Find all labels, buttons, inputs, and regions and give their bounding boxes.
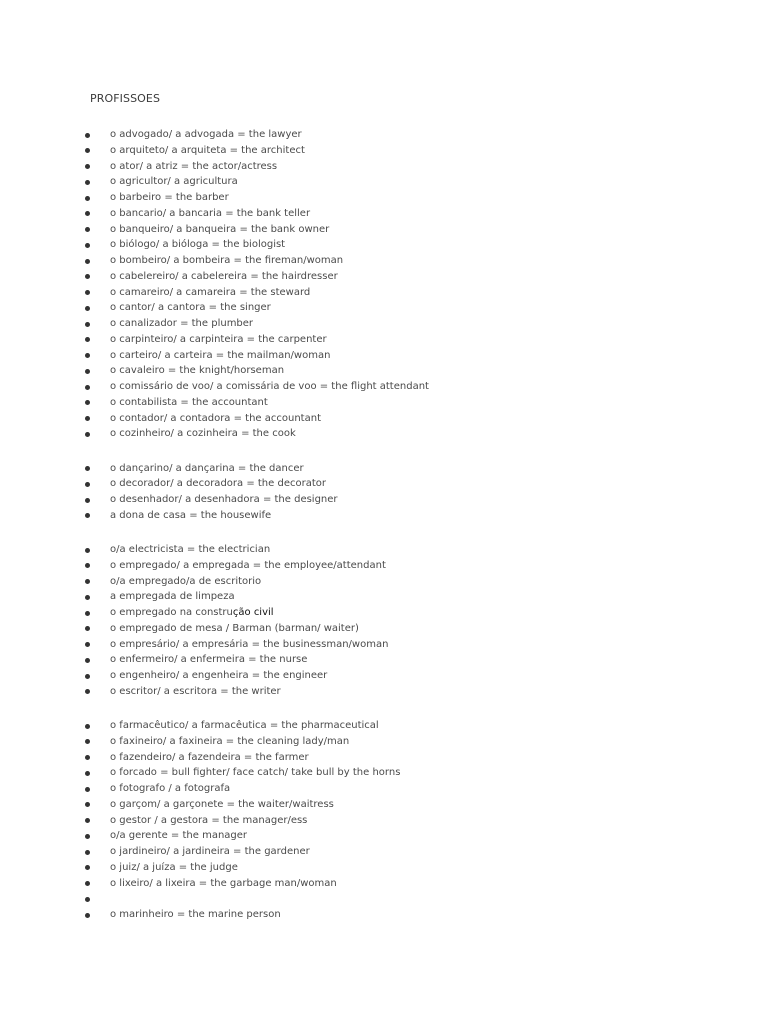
bullet-icon bbox=[85, 133, 90, 138]
list-item bbox=[0, 269, 768, 285]
list-item bbox=[0, 574, 768, 590]
list-item bbox=[0, 348, 768, 364]
bullet-icon bbox=[85, 466, 90, 471]
list-item-text: o ator/ a atriz = the actor/actress bbox=[110, 160, 278, 172]
bullet-icon bbox=[85, 227, 90, 232]
bullet-icon bbox=[85, 337, 90, 342]
profession-group-list bbox=[0, 718, 768, 923]
list-item bbox=[0, 190, 768, 206]
bullet-icon bbox=[85, 579, 90, 584]
list-item bbox=[0, 476, 768, 492]
list-item bbox=[0, 492, 768, 508]
list-item-text: o advogado/ a advogada = the lawyer bbox=[110, 129, 302, 140]
emphasized-text: ção civil bbox=[232, 607, 274, 618]
bullet-icon bbox=[85, 913, 90, 918]
list-item bbox=[0, 813, 768, 829]
list-item bbox=[0, 332, 768, 348]
profession-group-list bbox=[0, 127, 768, 442]
list-item bbox=[0, 621, 768, 637]
bullet-icon bbox=[85, 658, 90, 663]
bullet-icon bbox=[85, 626, 90, 631]
list-item bbox=[0, 174, 768, 190]
list-item bbox=[0, 684, 768, 700]
list-item-text: o bancario/ a bancaria = the bank teller bbox=[110, 207, 311, 219]
list-item bbox=[0, 300, 768, 316]
bullet-icon bbox=[85, 642, 90, 647]
list-item bbox=[0, 253, 768, 269]
profession-group bbox=[0, 127, 768, 442]
list-item-text: o empregado/ a empregada = the employee/attendant bbox=[110, 559, 386, 571]
bullet-icon bbox=[85, 243, 90, 248]
bullet-icon bbox=[85, 416, 90, 421]
list-item bbox=[0, 589, 768, 605]
list-item-text: o arquiteto/ a arquiteta = the architect bbox=[110, 144, 305, 156]
list-item-text: o agricultor/ a agricultura bbox=[110, 176, 238, 188]
list-item-text: o enfermeiro/ a enfermeira = the nurse bbox=[110, 654, 308, 666]
list-item-text: o empregado de mesa / Barman (barman/ waiter) bbox=[110, 622, 359, 634]
list-item bbox=[0, 860, 768, 876]
bullet-icon bbox=[85, 180, 90, 185]
bullet-icon bbox=[85, 724, 90, 729]
list-item bbox=[0, 718, 768, 734]
list-item-text: o fazendeiro/ a fazendeira = the farmer bbox=[110, 751, 309, 763]
list-item bbox=[0, 765, 768, 781]
list-item bbox=[0, 668, 768, 684]
bullet-icon bbox=[85, 353, 90, 358]
bullet-icon bbox=[85, 850, 90, 855]
list-item bbox=[0, 558, 768, 574]
list-item bbox=[0, 285, 768, 301]
profession-group bbox=[0, 718, 768, 923]
list-item bbox=[0, 907, 768, 923]
list-item-text: o bombeiro/ a bombeira = the fireman/woman bbox=[110, 255, 344, 266]
list-item-text: o marinheiro = the marine person bbox=[110, 909, 281, 920]
list-item-text: o barbeiro = the barber bbox=[110, 192, 229, 203]
list-item-text: o comissário de voo/ a comissária de voo = the flight attendant bbox=[110, 381, 429, 392]
list-item bbox=[0, 891, 768, 907]
bullet-icon bbox=[85, 274, 90, 279]
list-item bbox=[0, 605, 768, 621]
list-item-text: o empresário/ a empresária = the businessman/woman bbox=[110, 638, 389, 650]
list-item-text: o farmacêutico/ a farmacêutica = the pharmaceutical bbox=[110, 720, 379, 731]
list-item-text: o/a electricista = the electrician bbox=[110, 544, 271, 555]
bullet-icon bbox=[85, 196, 90, 201]
list-item bbox=[0, 508, 768, 524]
list-item bbox=[0, 127, 768, 143]
list-item bbox=[0, 542, 768, 558]
list-item-text: a dona de casa = the housewife bbox=[110, 509, 272, 521]
bullet-icon bbox=[85, 400, 90, 405]
list-item-text: o carteiro/ a carteira = the mailman/woman bbox=[110, 349, 331, 361]
bullet-icon bbox=[85, 385, 90, 390]
list-item-text: o forcado = bull fighter/ face catch/ take bull by the horns bbox=[110, 767, 401, 779]
list-item bbox=[0, 461, 768, 477]
profession-group bbox=[0, 461, 768, 524]
list-item-text: o escritor/ a escritora = the writer bbox=[110, 685, 281, 697]
list-item bbox=[0, 844, 768, 860]
bullet-icon bbox=[85, 432, 90, 437]
list-item bbox=[0, 876, 768, 892]
bullet-icon bbox=[85, 739, 90, 744]
list-item-text: o camareiro/ a camareira = the steward bbox=[110, 286, 311, 298]
list-item-text: o faxineiro/ a faxineira = the cleaning lady/man bbox=[110, 735, 350, 747]
bullet-icon bbox=[85, 818, 90, 823]
profession-group-list bbox=[0, 542, 768, 700]
list-item bbox=[0, 797, 768, 813]
list-item bbox=[0, 222, 768, 238]
list-item bbox=[0, 363, 768, 379]
list-item-text: o jardineiro/ a jardineira = the gardener bbox=[110, 846, 310, 857]
list-item-text: o juiz/ a juíza = the judge bbox=[110, 861, 238, 873]
list-item bbox=[0, 411, 768, 427]
bullet-icon bbox=[85, 611, 90, 616]
list-item-text: o contabilista = the accountant bbox=[110, 396, 268, 408]
bullet-icon bbox=[85, 802, 90, 807]
bullet-icon bbox=[85, 595, 90, 600]
bullet-icon bbox=[85, 771, 90, 776]
list-item-text: o cantor/ a cantora = the singer bbox=[110, 302, 271, 314]
list-item-text: o gestor / a gestora = the manager/ess bbox=[110, 814, 308, 826]
list-item-text: o carpinteiro/ a carpinteira = the carpenter bbox=[110, 333, 327, 345]
list-item bbox=[0, 395, 768, 411]
list-item-text: o engenheiro/ a engenheira = the engineer bbox=[110, 670, 328, 681]
list-item bbox=[0, 781, 768, 797]
list-item bbox=[0, 734, 768, 750]
bullet-icon bbox=[85, 290, 90, 295]
bullet-icon bbox=[85, 482, 90, 487]
list-item-text: o banqueiro/ a banqueira = the bank owner bbox=[110, 223, 330, 235]
list-item-text: o canalizador = the plumber bbox=[110, 318, 254, 329]
list-item bbox=[0, 828, 768, 844]
page-title: PROFISSOES bbox=[90, 92, 161, 105]
list-item bbox=[0, 637, 768, 653]
bullet-icon bbox=[85, 897, 90, 902]
list-item bbox=[0, 379, 768, 395]
bullet-icon bbox=[85, 322, 90, 327]
list-item bbox=[0, 159, 768, 175]
bullet-icon bbox=[85, 148, 90, 153]
bullet-icon bbox=[85, 834, 90, 839]
list-item-text: a empregada de limpeza bbox=[110, 591, 235, 603]
profession-group bbox=[0, 542, 768, 700]
bullet-icon bbox=[85, 865, 90, 870]
list-item bbox=[0, 237, 768, 253]
bullet-icon bbox=[85, 211, 90, 216]
bullet-icon bbox=[85, 787, 90, 792]
list-item-text: o dançarino/ a dançarina = the dancer bbox=[110, 462, 304, 474]
bullet-icon bbox=[85, 259, 90, 264]
bullet-icon bbox=[85, 164, 90, 169]
list-item-text: o decorador/ a decoradora = the decorator bbox=[110, 478, 326, 490]
list-item bbox=[0, 206, 768, 222]
list-item-text: o cozinheiro/ a cozinheira = the cook bbox=[110, 428, 296, 440]
profession-list bbox=[0, 127, 768, 941]
list-item bbox=[0, 143, 768, 159]
list-item bbox=[0, 652, 768, 668]
bullet-icon bbox=[85, 498, 90, 503]
list-item-text: o empregado na construção civil bbox=[110, 607, 274, 618]
profession-group-list bbox=[0, 461, 768, 524]
list-item-text: o cabelereiro/ a cabelereira = the hairdresser bbox=[110, 270, 338, 282]
list-item-text: o fotografo / a fotografa bbox=[110, 783, 231, 794]
list-item-text: o/a gerente = the manager bbox=[110, 830, 248, 842]
list-item-text: o lixeiro/ a lixeira = the garbage man/woman bbox=[110, 877, 337, 889]
list-item bbox=[0, 750, 768, 766]
list-item bbox=[0, 426, 768, 442]
list-item-text: o cavaleiro = the knight/horseman bbox=[110, 365, 285, 377]
list-item-text: o desenhador/ a desenhadora = the designer bbox=[110, 494, 338, 505]
list-item-text: o/a empregado/a de escritorio bbox=[110, 575, 262, 587]
list-item bbox=[0, 316, 768, 332]
list-item-text: o garçom/ a garçonete = the waiter/waitress bbox=[110, 798, 334, 810]
bullet-icon bbox=[85, 548, 90, 553]
bullet-icon bbox=[85, 674, 90, 679]
list-item-text: o contador/ a contadora = the accountant bbox=[110, 412, 321, 424]
bullet-icon bbox=[85, 689, 90, 694]
bullet-icon bbox=[85, 306, 90, 311]
bullet-icon bbox=[85, 513, 90, 518]
bullet-icon bbox=[85, 881, 90, 886]
list-item-text: o biólogo/ a bióloga = the biologist bbox=[110, 239, 286, 251]
bullet-icon bbox=[85, 369, 90, 374]
bullet-icon bbox=[85, 755, 90, 760]
bullet-icon bbox=[85, 563, 90, 568]
